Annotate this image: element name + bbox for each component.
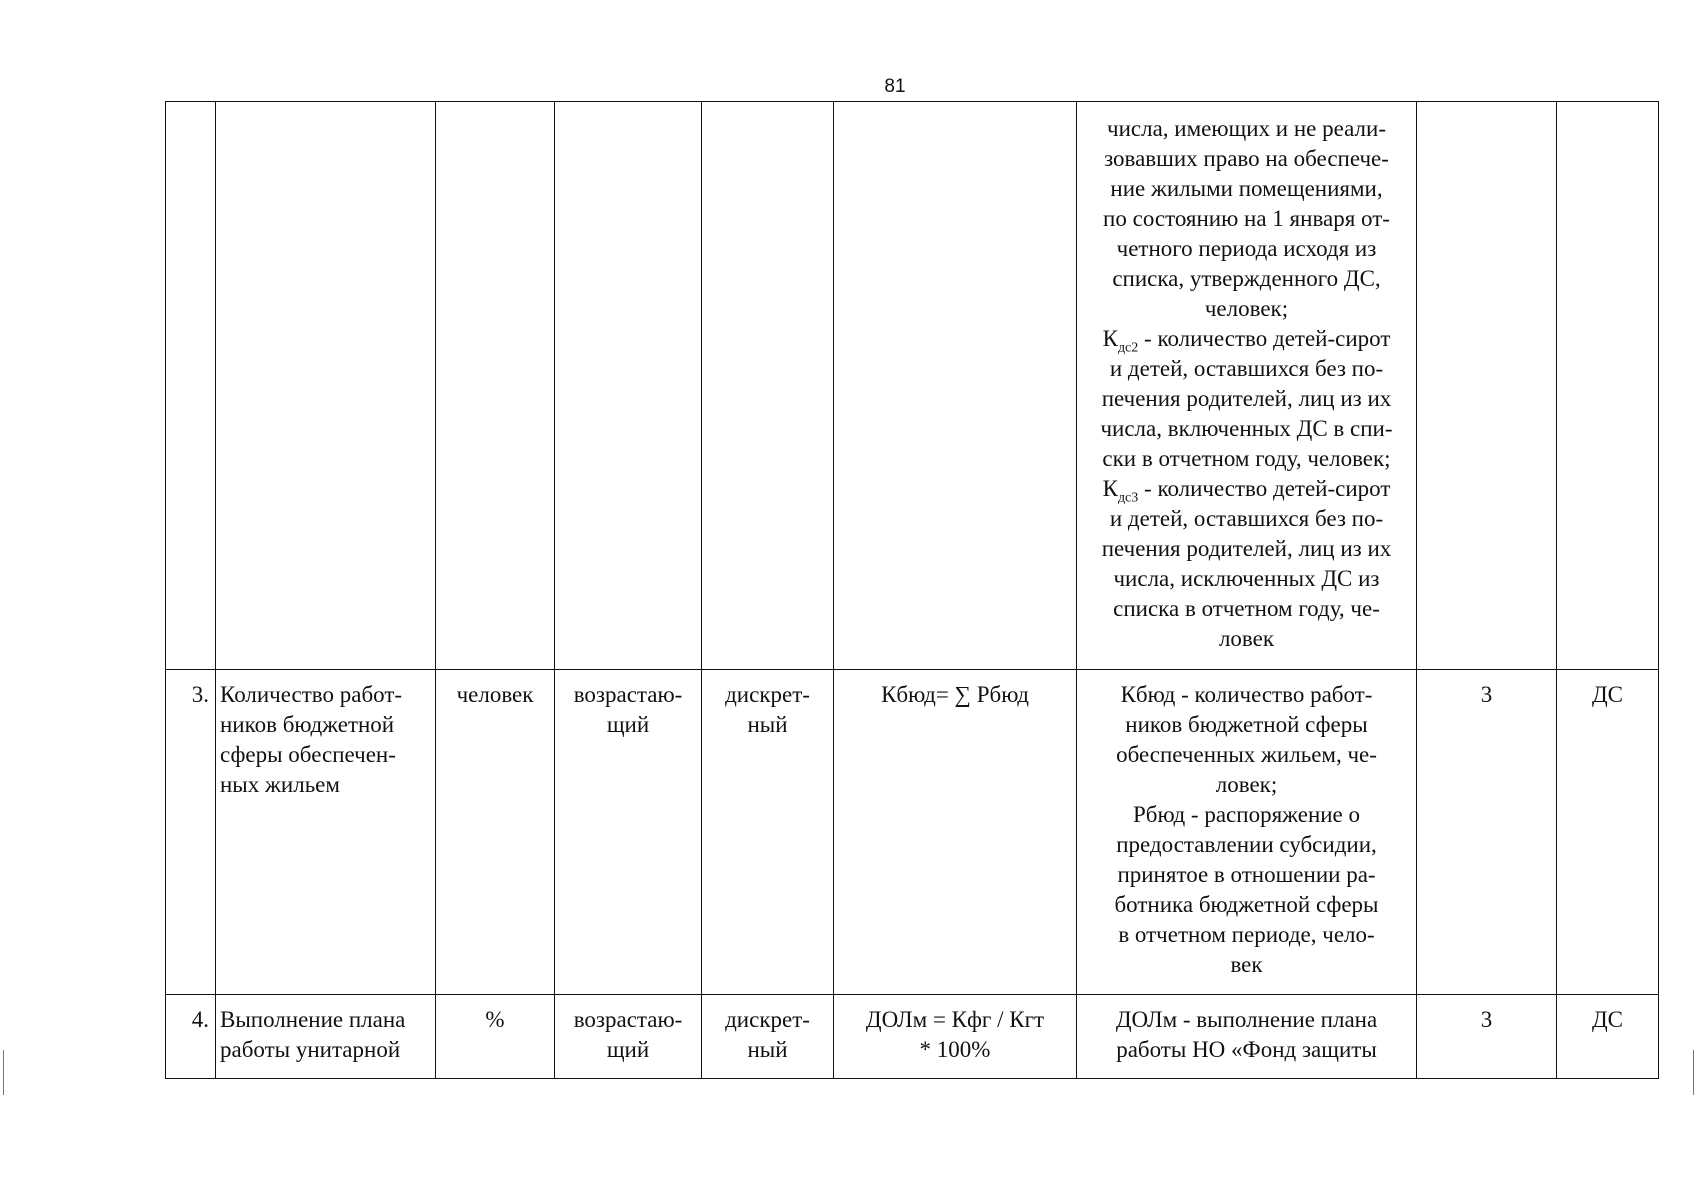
cell-source: ДС [1557, 670, 1659, 995]
cell-text-line: принятое в отношении ра- [1117, 862, 1376, 887]
symbol-base: К [1102, 476, 1118, 501]
cell-text-line: ловек; [1215, 772, 1278, 797]
cell-text-line: сферы обеспечен- [220, 742, 396, 767]
cell-formula [834, 102, 1077, 670]
cell-text-line: ние жилыми помещениями, [1110, 176, 1383, 201]
cell-text-line: Рбюд - распоряжение о [1132, 802, 1361, 827]
cell-source: ДС [1557, 995, 1659, 1079]
cell-text-line: в отчетном периоде, чело- [1118, 922, 1375, 947]
scan-edge-mark [3, 1050, 4, 1095]
cell-text-line: числа, имеющих и не реали- [1107, 116, 1386, 141]
cell-description [1077, 670, 1417, 995]
cell-text-line: печения родителей, лиц из их [1101, 536, 1392, 561]
cell-text-line: век [1230, 952, 1263, 977]
cell-text-line: числа, исключенных ДС из [1113, 566, 1380, 591]
cell-text-line: четного периода исходя из [1116, 236, 1377, 261]
cell-text-line: предоставлении субсидии, [1116, 832, 1377, 857]
cell-trend [555, 995, 702, 1079]
cell-type [702, 995, 834, 1079]
cell-number: 4. [166, 995, 216, 1079]
cell-unit [436, 102, 555, 670]
cell-method: 3 [1417, 670, 1557, 995]
cell-text-line: списка в отчетном году, че- [1113, 596, 1380, 621]
cell-number [166, 102, 216, 670]
cell-text-line: дискрет- [725, 1007, 810, 1032]
table-row-continuation [166, 102, 1659, 670]
cell-text-line: щий [606, 1037, 650, 1062]
symbol-subscript: дс2 [1117, 340, 1139, 356]
cell-trend [555, 670, 702, 995]
cell-type [702, 102, 834, 670]
cell-text-line: * 100% [919, 1037, 991, 1062]
cell-type [702, 670, 834, 995]
cell-text-line: дискрет- [725, 682, 810, 707]
cell-name [216, 102, 436, 670]
cell-text-line: человек; [1204, 296, 1289, 321]
cell-number: 3. [166, 670, 216, 995]
cell-method: 3 [1417, 995, 1557, 1079]
cell-text-line: щий [606, 712, 650, 737]
cell-text-line: ДОЛм - выполнение плана [1115, 1007, 1378, 1032]
cell-text-line: ный [747, 712, 788, 737]
table-row [166, 995, 1659, 1079]
cell-text-line: ботника бюджетной сферы [1114, 892, 1379, 917]
cell-text-line: ски в отчетном году, человек; [1102, 446, 1391, 471]
cell-text-line: печения родителей, лиц из их [1101, 386, 1392, 411]
cell-text-line: ловек [1218, 626, 1275, 651]
cell-text-line: ных жильем [220, 772, 340, 797]
cell-text-line: ДОЛм = Кфг / Кгт [865, 1007, 1045, 1032]
cell-text-line: Кбюд= ∑ Рбюд [881, 682, 1029, 707]
cell-description [1077, 995, 1417, 1079]
cell-method [1417, 102, 1557, 670]
indicator-table [165, 101, 1659, 1079]
cell-trend [555, 102, 702, 670]
symbol-definition: - количество детей-сирот [1138, 476, 1391, 501]
cell-text-line: обеспеченных жильем, че- [1116, 742, 1377, 767]
scan-edge-mark [1693, 1050, 1694, 1095]
cell-formula [834, 670, 1077, 995]
cell-text-line: по состоянию на 1 января от- [1103, 206, 1390, 231]
table-row [166, 670, 1659, 995]
symbol-definition: - количество детей-сирот [1138, 326, 1391, 351]
cell-text-line: работы унитарной [220, 1037, 401, 1062]
symbol-subscript: дс3 [1117, 490, 1139, 506]
cell-text-line: Выполнение плана [220, 1007, 406, 1032]
cell-text-line: и детей, оставшихся без по- [1109, 506, 1384, 531]
page-number: 81 [884, 76, 906, 97]
cell-text-line: возрастаю- [573, 682, 683, 707]
cell-text-line: Кбюд - количество работ- [1120, 682, 1373, 707]
cell-description [1077, 102, 1417, 670]
cell-text-line: ников бюджетной [220, 712, 395, 737]
cell-text-line [1079, 474, 1414, 504]
cell-text-line: ный [747, 1037, 788, 1062]
cell-name [216, 995, 436, 1079]
cell-text-line: числа, включенных ДС в спи- [1100, 416, 1393, 441]
cell-formula [834, 995, 1077, 1079]
cell-text-line: Количество работ- [220, 682, 403, 707]
cell-text-line: ников бюджетной сферы [1125, 712, 1368, 737]
cell-unit: человек [436, 670, 555, 995]
cell-unit: % [436, 995, 555, 1079]
cell-source [1557, 102, 1659, 670]
cell-text-line [1079, 324, 1414, 354]
cell-text-line: работы НО «Фонд защиты [1116, 1037, 1377, 1062]
symbol-base: К [1102, 326, 1118, 351]
cell-text-line: зовавших право на обеспече- [1104, 146, 1389, 171]
cell-text-line: списка, утвержденного ДС, [1112, 266, 1381, 291]
cell-text-line: возрастаю- [573, 1007, 683, 1032]
cell-text-line: и детей, оставшихся без по- [1109, 356, 1384, 381]
cell-name [216, 670, 436, 995]
